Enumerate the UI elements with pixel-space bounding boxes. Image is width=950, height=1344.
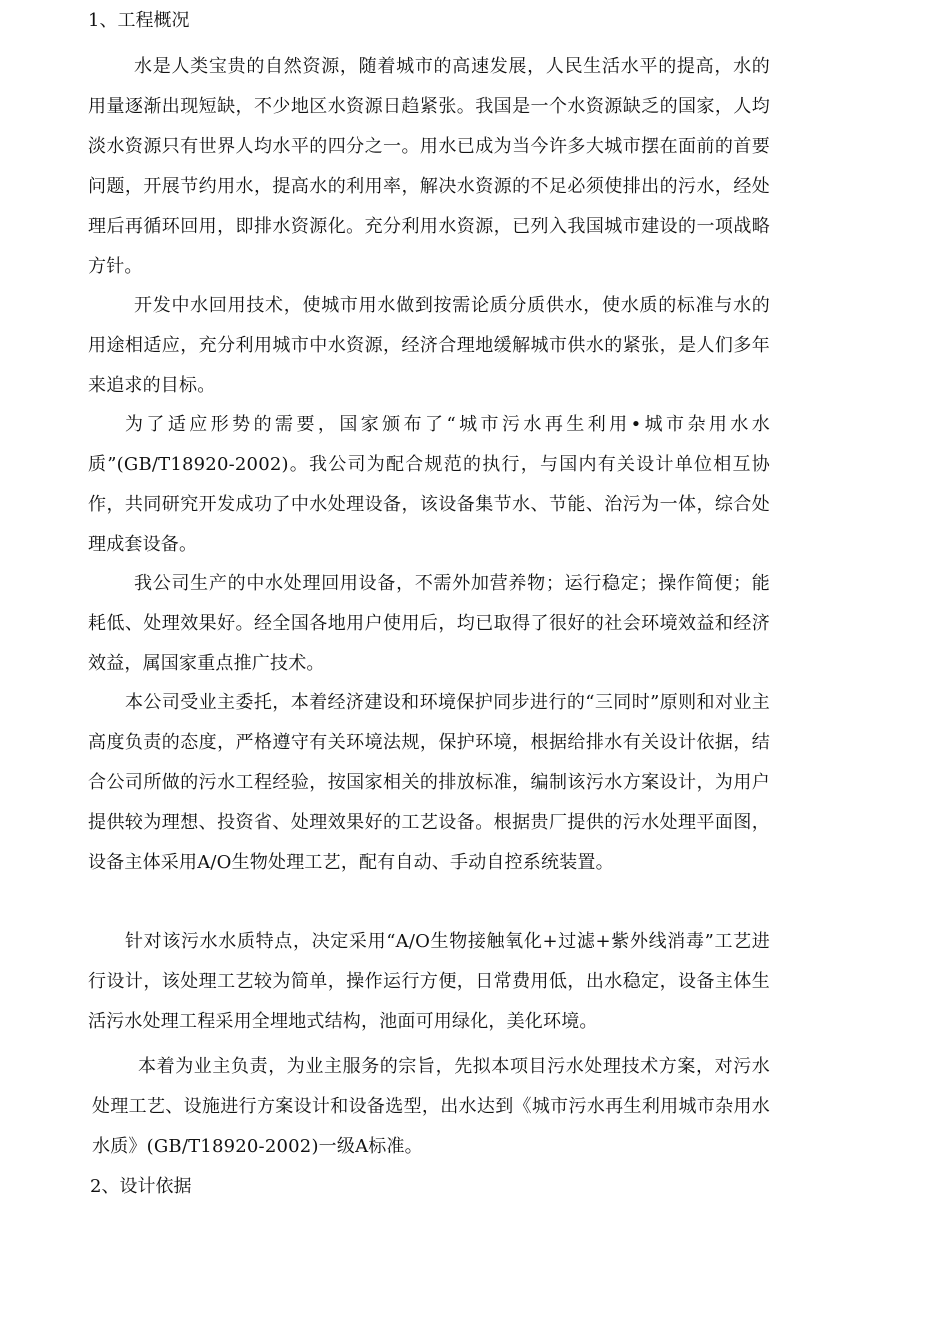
paragraph-water-resources: 水是人类宝贵的自然资源，随着城市的高速发展，人民生活水平的提高，水的用量逐渐出现短缺，不少地区水资源日趋紧张。我国是一个水资源缺乏的国家，人均淡水资源只有世界人均水平的四分之一。用水已成为当今许多大城市摆在面前的首要问题，开展节约用水，提高水的利用率，解决水资源的不足必须使排出的污水，经处理后再循环回用，即排水资源化。充分利用水资源，已列入我国城市建设的一项战略方针。 (88, 56, 770, 277)
paragraph-commission: 本公司受业主委托，本着经济建设和环境保护同步进行的“三同时”原则和对业主高度负责的态度，严格遵守有关环境法规，保护环境，根据给排水有关设计依据，结合公司所做的污水工程经验，按国家相关的排放标准，编制该污水方案设计，为用户提供较为理想、投资省、处理效果好的工艺设备。根据贵厂提供的污水处理平面图，设备主体采用A/O生物处理工艺，配有自动、手动自控系统装置。 (88, 692, 770, 873)
paragraph-equipment-advantages: 我公司生产的中水处理回用设备，不需外加营养物；运行稳定；操作简便；能耗低、处理效果好。经全国各地用户使用后，均已取得了很好的社会环境效益和经济效益，属国家重点推广技术。 (88, 573, 770, 674)
paragraph-reclaimed-water-tech: 开发中水回用技术，使城市用水做到按需论质分质供水，使水质的标准与水的用途相适应，充分利用城市中水资源，经济合理地缓解城市供水的紧张，是人们多年来追求的目标。 (88, 295, 770, 396)
paragraph-national-standard: 为了适应形势的需要，国家颁布了“城市污水再生利用•城市杂用水水质”(GB/T18920-2002)。我公司为配合规范的执行，与国内有关设计单位相互协作，共同研究开发成功了中水处理设备，该设备集节水、节能、治污为一体，综合处理成套设备。 (88, 414, 770, 555)
section-heading-design-basis: 2、设计依据 (90, 1176, 192, 1197)
paragraph-service-purpose: 本着为业主负责，为业主服务的宗旨，先拟本项目污水处理技术方案，对污水处理工艺、设施进行方案设计和设备选型，出水达到《城市污水再生利用城市杂用水水质》(GB/T18920-2002)一级A标准。 (92, 1056, 770, 1157)
paragraph-process-selection: 针对该污水水质特点，决定采用“A/O生物接触氧化+过滤+紫外线消毒”工艺进行设计，该处理工艺较为简单，操作运行方便，日常费用低，出水稳定，设备主体生活污水处理工程采用全埋地式结构，池面可用绿化，美化环境。 (88, 931, 770, 1032)
section-heading-overview: 1、工程概况 (88, 10, 190, 31)
